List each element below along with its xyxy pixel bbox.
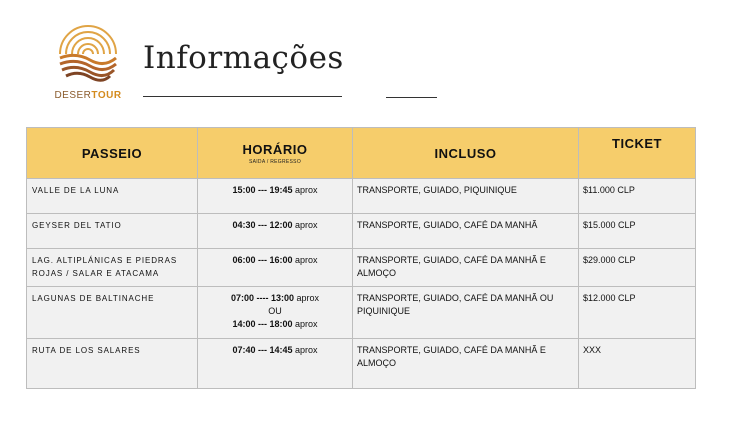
cell-passeio	[27, 179, 198, 214]
horario-line	[202, 318, 348, 331]
horario-note: aprox	[292, 345, 318, 355]
cell-incluso	[353, 214, 579, 249]
cell-horario	[198, 214, 353, 249]
incluso-line: ALMOÇO	[357, 358, 397, 368]
horario-note: OU	[268, 306, 282, 316]
logo-mark-icon	[56, 14, 120, 88]
col-header-horario	[198, 128, 353, 179]
incluso-line: PIQUINIQUE	[357, 306, 411, 316]
cell-horario	[198, 249, 353, 287]
cell-ticket: $12.000 CLP	[579, 287, 696, 339]
cell-ticket: $15.000 CLP	[579, 214, 696, 249]
table-row	[27, 249, 696, 287]
cell-ticket: $11.000 CLP	[579, 179, 696, 214]
col-header-ticket: TICKET	[579, 128, 696, 179]
table-row	[27, 179, 696, 214]
horario-time: 14:00 --- 18:00	[232, 319, 293, 329]
cell-incluso	[353, 339, 579, 389]
horario-note: aprox	[292, 220, 318, 230]
horario-time: 04:30 --- 12:00	[232, 220, 293, 230]
cell-passeio	[27, 287, 198, 339]
horario-time: 06:00 --- 16:00	[232, 255, 293, 265]
page-title: Informações	[143, 40, 344, 76]
table-header-row	[27, 128, 696, 179]
cell-horario	[198, 179, 353, 214]
logo-word-a: DESER	[54, 90, 92, 101]
col-header-horario-sub: SAIDA / REGRESSO	[248, 158, 302, 165]
tours-table	[26, 127, 696, 389]
passeio-line: ROJAS / SALAR E ATACAMA	[32, 269, 160, 278]
table-row	[27, 214, 696, 249]
incluso-line: TRANSPORTE, GUIADO, CAFÉ DA MANHÃ E	[357, 255, 546, 265]
incluso-line: TRANSPORTE, GUIADO, CAFÉ DA MANHÃ OU	[357, 293, 554, 303]
logo-wordmark	[48, 90, 128, 101]
passeio-line: RUTA DE LOS SALARES	[32, 346, 141, 355]
cell-incluso	[353, 249, 579, 287]
incluso-line: ALMOÇO	[357, 268, 397, 278]
cell-ticket: XXX	[579, 339, 696, 389]
horario-line	[202, 292, 348, 305]
incluso-line: TRANSPORTE, GUIADO, CAFÉ DA MANHÃ E	[357, 345, 546, 355]
horario-line	[202, 344, 348, 357]
cell-horario	[198, 339, 353, 389]
incluso-line: TRANSPORTE, GUIADO, PIQUINIQUE	[357, 185, 517, 195]
passeio-line: GEYSER DEL TATIO	[32, 221, 122, 230]
table-row	[27, 287, 696, 339]
horario-time: 07:00 ---- 13:00	[230, 293, 294, 303]
col-header-horario-label: HORÁRIO	[242, 141, 308, 157]
horario-line	[202, 305, 348, 318]
horario-line	[202, 184, 348, 197]
logo	[48, 14, 128, 104]
passeio-line: LAGUNAS DE BALTINACHE	[32, 294, 155, 303]
incluso-line: TRANSPORTE, GUIADO, CAFÉ DA MANHÃ	[357, 220, 538, 230]
horario-note: aprox	[292, 255, 318, 265]
cell-incluso	[353, 287, 579, 339]
title-underline	[143, 96, 342, 97]
cell-passeio	[27, 249, 198, 287]
horario-note: aprox	[294, 293, 320, 303]
cell-passeio	[27, 214, 198, 249]
cell-ticket: $29.000 CLP	[579, 249, 696, 287]
passeio-line: VALLE DE LA LUNA	[32, 186, 120, 195]
cell-passeio	[27, 339, 198, 389]
horario-note: aprox	[292, 185, 318, 195]
horario-line	[202, 219, 348, 232]
horario-line	[202, 254, 348, 267]
cell-horario	[198, 287, 353, 339]
horario-time: 07:40 --- 14:45	[232, 345, 293, 355]
horario-note: aprox	[292, 319, 318, 329]
col-header-incluso: INCLUSO	[353, 128, 579, 179]
table-row	[27, 339, 696, 389]
horario-time: 15:00 --- 19:45	[232, 185, 293, 195]
col-header-passeio: PASSEIO	[27, 128, 198, 179]
cell-incluso	[353, 179, 579, 214]
logo-word-b: TOUR	[91, 90, 122, 101]
passeio-line: LAG. ALTIPLÁNICAS E PIEDRAS	[32, 256, 178, 265]
title-underline-short	[386, 97, 437, 98]
